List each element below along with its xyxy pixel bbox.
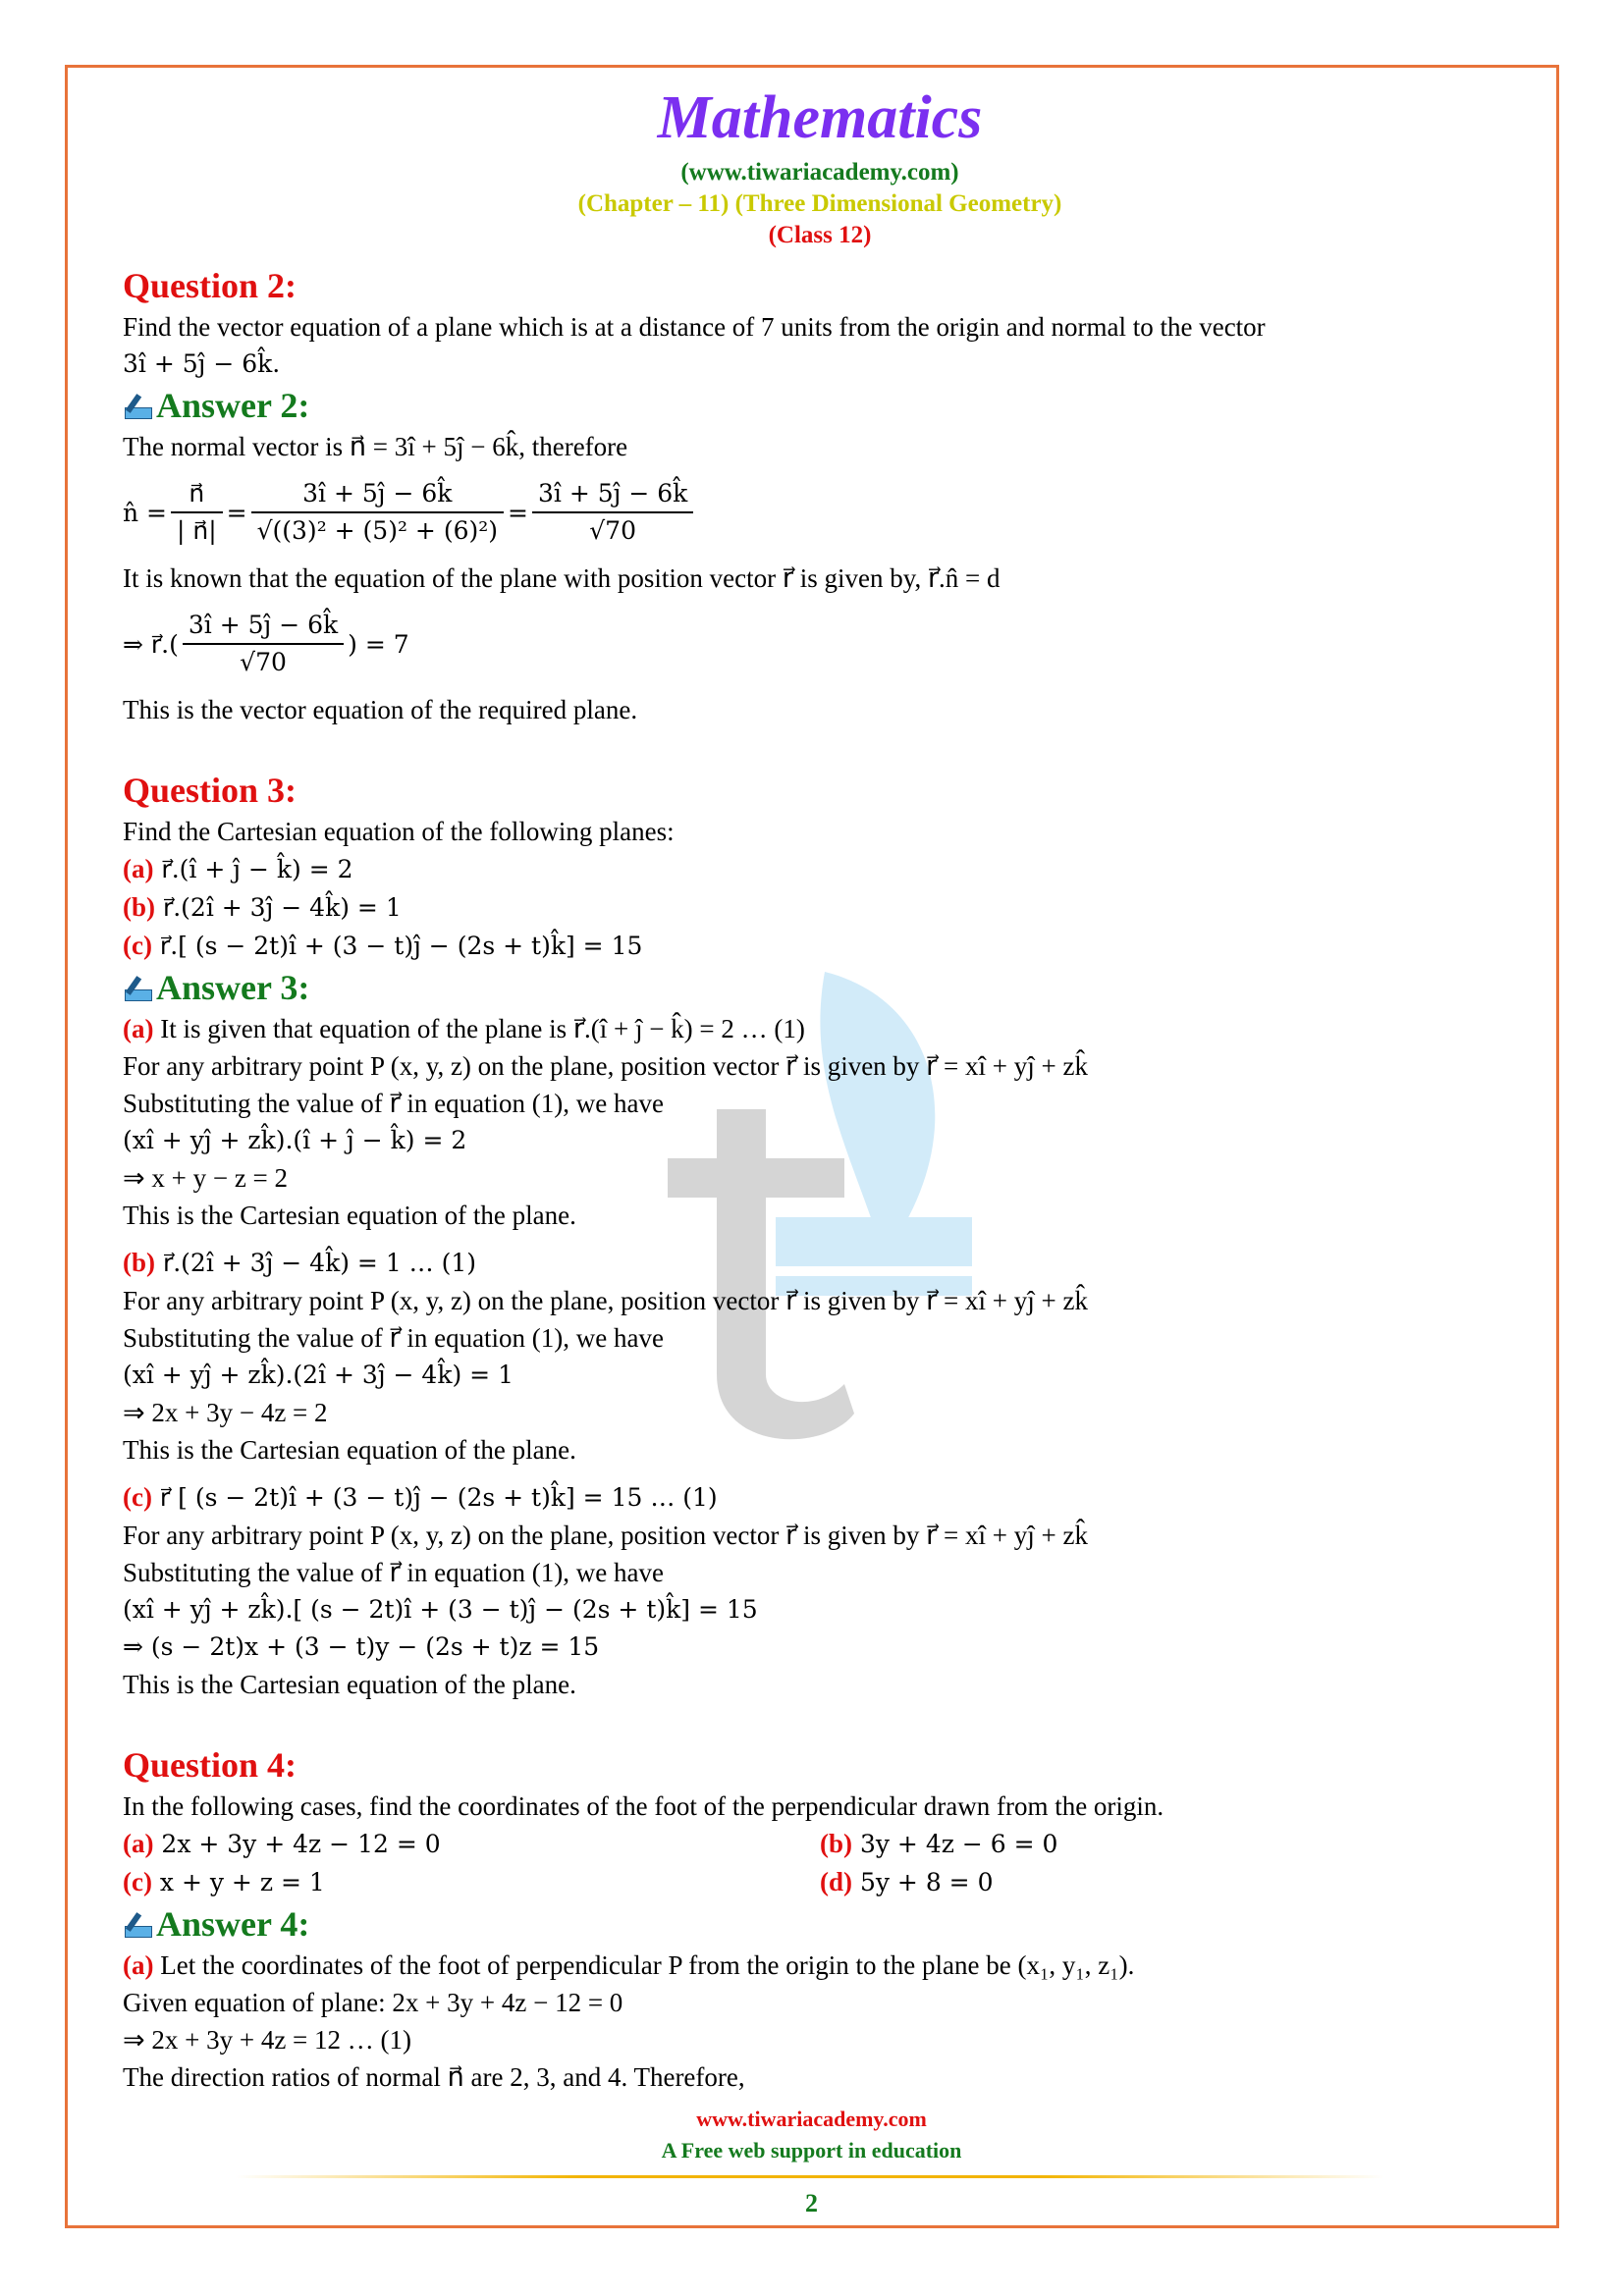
answer-4-line-1 [123,1947,1517,1984]
part-equation: 2x + 3y + 4z − 12 = 0 [153,1830,441,1858]
question-4-row-1 [123,1825,1517,1863]
answer-3c-line-5: ⇒ (s − 2t)x + (3 − t)y − (2s + t)z = 15 [123,1632,600,1661]
part-equation: 5y + 8 = 0 [852,1868,994,1896]
pen-book-icon [123,974,152,1001]
footer-tagline: A Free web support in education [661,2138,962,2163]
question-4-part-d [820,1863,1517,1901]
fraction-numerator: n⃗ [171,476,223,513]
eq-rhs: ) = 7 [348,629,409,659]
answer-3a-line-6: This is the Cartesian equation of the plane. [123,1201,576,1230]
part-label: (a) [123,854,154,883]
answer-3b-line-2: For any arbitrary point P (x, y, z) on the plane, position vector r⃗ is given by r⃗ = xî + yĵ + zk̂ [123,1286,1088,1315]
answer-3-heading [123,965,1517,1010]
header-class: (Class 12) [768,222,872,248]
answer-3a-line-3: Substituting the value of r⃗ in equation (1), we have [123,1089,664,1118]
answer-3c-line-2: For any arbitrary point P (x, y, z) on the plane, position vector r⃗ is given by r⃗ = xî + yĵ + zk̂ [123,1521,1088,1550]
part-label: (a) [123,1014,154,1043]
page-content [123,79,1517,2096]
answer-2-heading [123,383,1517,428]
answer-4-line-4: The direction ratios of normal n⃗ are 2, 3, and 4. Therefore, [123,2062,745,2092]
question-2-heading: Question 2: [123,266,298,305]
answer-2-vector-equation [123,597,1517,691]
part-equation: r⃗.[ (s − 2t)î + (3 − t)ĵ − (2s + t)k̂] = 15 [151,932,643,960]
answer-3a-line-4: (xî + yĵ + zk̂).(î + ĵ − k̂) = 2 [123,1126,467,1154]
question-3-part-a [123,850,1517,888]
eq-sign: = [508,498,528,527]
part-label: (d) [820,1867,852,1896]
answer-3b-line-4: (xî + yĵ + zk̂).(2î + 3ĵ − 4k̂) = 1 [123,1361,514,1389]
footer-divider [236,2175,1384,2178]
question-4-text: In the following cases, find the coordinates of the foot of the perpendicular drawn from the origin. [123,1791,1164,1821]
fraction-denominator: | n⃗| [177,516,217,545]
fraction-denominator: √((3)² + (5)² + (6)²) [256,516,499,545]
answer-text: Let the coordinates of the foot of perpendicular P from the origin to the plane be (x₁, y₁, z₁). [153,1950,1135,1980]
answer-2-unit-normal-equation [123,465,1517,560]
pen-book-icon [123,392,152,419]
answer-4-label: Answer 4: [156,1904,310,1944]
answer-3b-line-6: This is the Cartesian equation of the plane. [123,1435,576,1465]
part-label: (c) [123,1867,152,1896]
page-number: 2 [805,2189,818,2217]
eq-sign: = [226,498,247,527]
answer-3c-line-1 [123,1478,1517,1517]
answer-3b-line-1 [123,1244,1517,1282]
answer-4-line-3: ⇒ 2x + 3y + 4z = 12 … (1) [123,2025,412,2055]
answer-3-label: Answer 3: [156,968,310,1007]
answer-4-heading [123,1901,1517,1947]
fraction-vector-over-root [251,476,504,549]
header-chapter: (Chapter – 11) (Three Dimensional Geometry) [577,190,1062,217]
question-4-heading: Question 4: [123,1745,298,1785]
part-label: (c) [123,931,152,960]
answer-2-line-2: It is known that the equation of the plane with position vector r⃗ is given by, r⃗.n̂ = d [123,563,1001,593]
answer-3b-line-5: ⇒ 2x + 3y − 4z = 2 [123,1398,328,1427]
answer-3b-line-3: Substituting the value of r⃗ in equation (1), we have [123,1323,664,1353]
fraction-numerator: 3î + 5ĵ − 6k̂ [532,476,693,513]
part-equation: x + y + z = 1 [151,1868,325,1896]
fraction-denominator: √70 [240,648,287,676]
answer-2-label: Answer 2: [156,386,310,425]
answer-text: r⃗.(2î + 3ĵ − 4k̂) = 1 … (1) [155,1249,477,1277]
part-label: (a) [123,1829,154,1858]
pen-book-icon [123,1910,152,1938]
part-equation: r⃗.(î + ĵ − k̂) = 2 [153,855,353,883]
answer-3c-line-4: (xî + yĵ + zk̂).[ (s − 2t)î + (3 − t)ĵ − (2s + t)k̂] = 15 [123,1595,758,1624]
answer-3a-line-1 [123,1010,1517,1047]
answer-4-line-2: Given equation of plane: 2x + 3y + 4z − 12 = 0 [123,1988,623,2017]
part-equation: r⃗.(2î + 3ĵ − 4k̂) = 1 [155,893,402,922]
part-label: (b) [123,1248,155,1277]
answer-3c-line-3: Substituting the value of r⃗ in equation (1), we have [123,1558,664,1587]
answer-3c-line-6: This is the Cartesian equation of the plane. [123,1670,576,1699]
page-title: Mathematics [657,84,983,151]
fraction-numerator: 3î + 5ĵ − 6k̂ [251,476,504,513]
answer-text: It is given that equation of the plane is r⃗.(î + ĵ − k̂) = 2 … (1) [153,1014,805,1043]
part-equation: 3y + 4z − 6 = 0 [852,1830,1058,1858]
question-3-part-b [123,888,1517,927]
part-label: (c) [123,1482,152,1512]
part-label: (b) [820,1829,852,1858]
header-site: (www.tiwariacademy.com) [680,159,959,186]
part-label: (a) [123,1950,154,1980]
question-2-vector: 3î + 5ĵ − 6k̂. [123,349,281,378]
question-4-part-a [123,1825,820,1863]
fraction-numerator: 3î + 5ĵ − 6k̂ [183,608,344,645]
question-4-part-c [123,1863,820,1901]
footer-site-link[interactable]: www.tiwariacademy.com [696,2107,927,2131]
question-4-row-2 [123,1863,1517,1901]
question-3-text: Find the Cartesian equation of the following planes: [123,817,675,846]
answer-2-line-1: The normal vector is n⃗ = 3î + 5ĵ − 6k̂, therefore [123,432,628,461]
part-label: (b) [123,892,155,922]
fraction-vector-over-root70 [532,476,693,549]
answer-3a-line-2: For any arbitrary point P (x, y, z) on the plane, position vector r⃗ is given by r⃗ = xî + yĵ + zk̂ [123,1051,1088,1081]
answer-text: r⃗ [ (s − 2t)î + (3 − t)ĵ − (2s + t)k̂] = 15 … (1) [151,1483,718,1512]
question-4-part-b [820,1825,1517,1863]
fraction-vector-over-root70 [183,608,344,680]
fraction-denominator: √70 [589,516,636,545]
question-3-part-c [123,927,1517,965]
eq-lhs: n̂ = [123,498,167,527]
eq-lhs: ⇒ r⃗.( [123,629,179,659]
question-3-heading: Question 3: [123,771,298,810]
question-2-text: Find the vector equation of a plane which is at a distance of 7 units from the origin and normal to the vector [123,312,1266,342]
answer-3a-line-5: ⇒ x + y − z = 2 [123,1163,289,1193]
fraction-n-over-modn [171,476,223,549]
answer-2-line-3: This is the vector equation of the required plane. [123,695,638,724]
